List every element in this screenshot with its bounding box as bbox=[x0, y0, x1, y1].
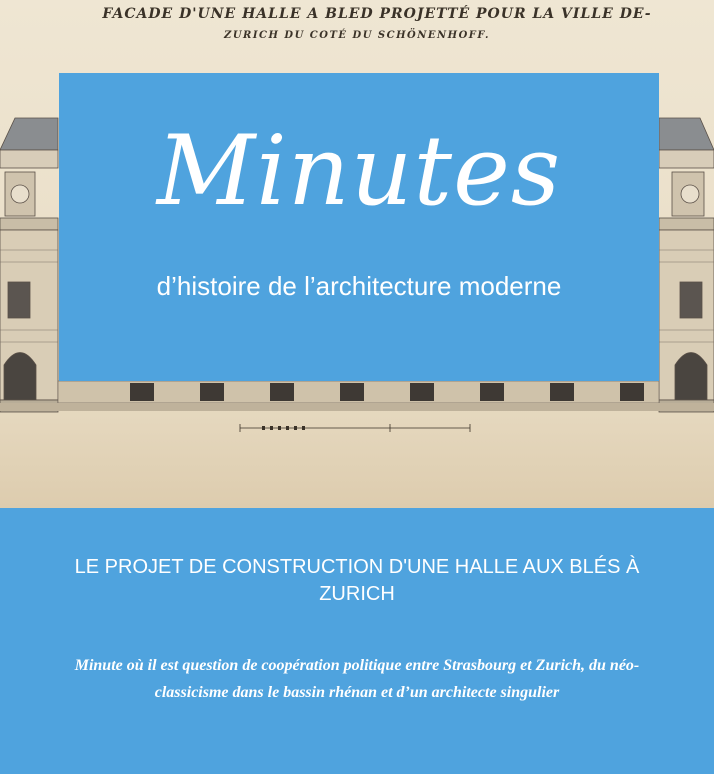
article-panel bbox=[0, 508, 714, 774]
drawing-caption-line-2: ZURICH DU COTÉ DU SCHÖNENHOFF. bbox=[224, 30, 490, 41]
article-headline[interactable]: LE PROJET DE CONSTRUCTION D'UNE HALLE AUX BLÉS À ZURICH bbox=[74, 556, 640, 605]
drawing-caption-line-1: FACADE D'UNE HALLE A BLED PROJETTÉ POUR LA VILLE DE- bbox=[102, 6, 652, 22]
site-title-card[interactable] bbox=[59, 73, 659, 381]
site-subtitle: d’histoire de l’architecture moderne bbox=[156, 271, 562, 301]
article-summary: Minute où il est question de coopération politique entre Strasbourg et Zurich, du néo-classicisme dans le bassin rhénan et d’un architecte singulier bbox=[74, 657, 640, 701]
site-title: Minutes bbox=[156, 115, 562, 227]
